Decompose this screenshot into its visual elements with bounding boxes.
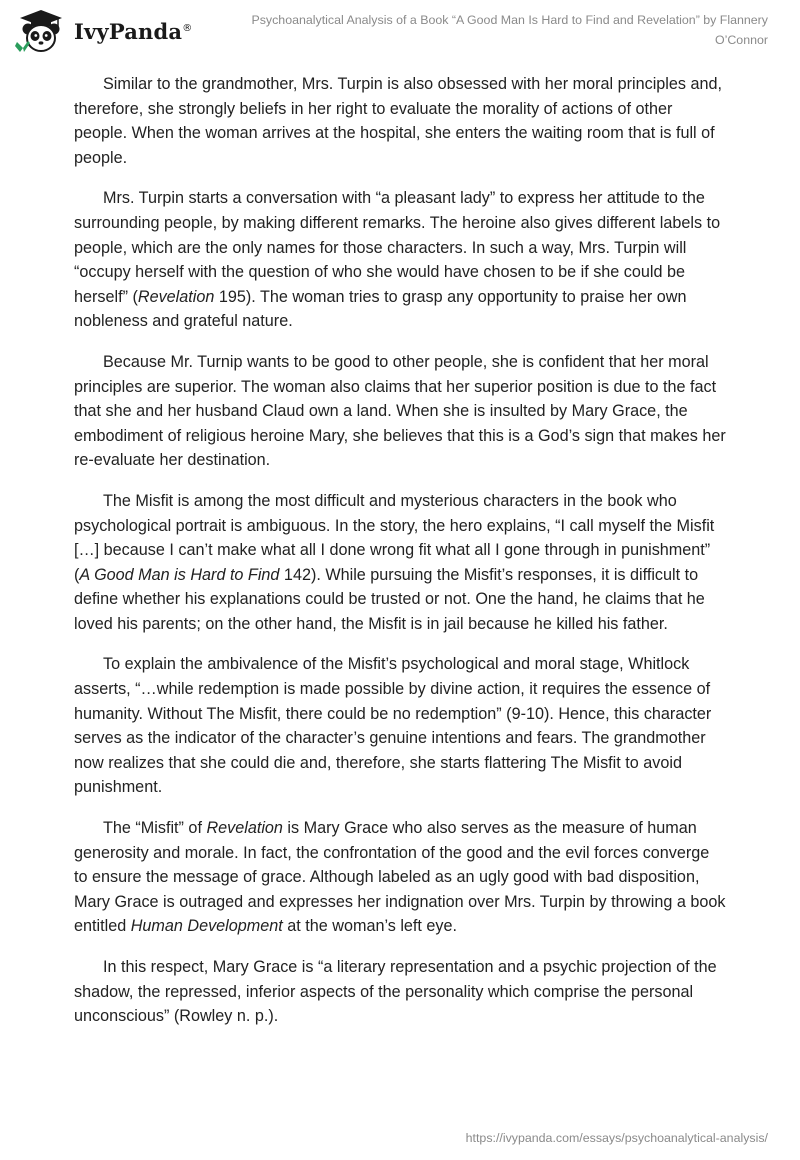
- body-paragraph: [74, 955, 726, 1029]
- document-title: Psychoanalytical Analysis of a Book “A Good Man Is Hard to Find and Revelation” by Flannery O’Connor: [251, 13, 768, 47]
- brand-logo[interactable]: [14, 8, 192, 54]
- paragraph-text: The Misfit is among the most difficult and mysterious characters in the book who psychological portrait is ambiguous. In the story, the hero explains, “I call myself the Misfit […] because I can’t make what all I done wrong fit what all I gone through in punishment” (: [74, 491, 715, 584]
- paragraph-text: The “Misfit” of: [103, 819, 207, 838]
- body-paragraph: [74, 652, 726, 800]
- body-paragraph: [74, 350, 726, 473]
- paragraph-text: Similar to the grandmother, Mrs. Turpin is also obsessed with her moral principles and, therefore, she strongly beliefs in her right to evaluate the morality of actions of other people. When the woman arrives at the hospital, she enters the waiting room that is full of people.: [74, 75, 722, 167]
- body-paragraph: [74, 72, 726, 170]
- panda-graduate-icon: [14, 8, 68, 54]
- paragraph-text: is Mary Grace who also serves as the measure of human generosity and morale. In fact, the confrontation of the good and the evil forces converge to ensure the message of grace. Although labeled as an ugly good with bad disposition, Mary Grace is outraged and expresses her indignation over Mrs. Turpin by throwing a book entitled: [74, 819, 726, 936]
- paragraph-text: To explain the ambivalence of the Misfit’s psychological and moral stage, Whitlock asserts, “…while redemption is made possible by divine action, it requires the essence of humanity. Without The Misfit, there could be no redemption” (9-10). Hence, this character serves as the indicator of the character’s genuine intentions and fears. The grandmother now realizes that she could die and, therefore, she starts flattering The Misfit to avoid punishment.: [74, 655, 712, 797]
- body-paragraph: [74, 816, 726, 939]
- paragraph-text: 195). The woman tries to grasp any opportunity to praise her own nobleness and grateful nature.: [74, 287, 687, 331]
- page-header: [0, 0, 800, 70]
- paragraph-text: Mrs. Turpin starts a conversation with “a pleasant lady” to express her attitude to the surrounding people, by making different remarks. The heroine also gives different labels to people, which are the only names for those characters. In such a way, Mrs. Turpin will “occupy herself with the question of who she would have chosen to be if she could be herself” (: [74, 189, 721, 306]
- source-url[interactable]: https://ivypanda.com/essays/psychoanalytical-analysis/: [465, 1131, 768, 1145]
- paragraph-text: In this respect, Mary Grace is “a literary representation and a psychic projection of the shadow, the repressed, inferior aspects of the personality which comprise the personal unconscious” (Rowley n. p.).: [74, 958, 717, 1026]
- italic-title: A Good Man is Hard to Find: [79, 565, 280, 584]
- brand-name: IvyPanda®: [74, 18, 193, 44]
- paragraph-text: Because Mr. Turnip wants to be good to other people, she is confident that her moral principles are superior. The woman also claims that her superior position is due to the fact that she and her husband Claud own a land. When she is insulted by Mary Grace, the embodiment of religious heroine Mary, she believes that this is a God’s sign that makes her re-evaluate her destination.: [74, 352, 726, 470]
- essay-body: [74, 72, 726, 1045]
- body-paragraph: [74, 489, 726, 637]
- paragraph-text: 142). While pursuing the Misfit’s responses, it is difficult to define whether his explanations could be trusted or not. One the hand, he claims that he loved his parents; on the other hand, the Misfit is in jail because he killed his father.: [74, 565, 705, 633]
- body-paragraph: [74, 186, 726, 334]
- paragraph-text: at the woman’s left eye.: [282, 917, 458, 936]
- italic-title: Revelation: [137, 287, 215, 306]
- italic-title: Revelation: [206, 819, 283, 838]
- italic-title: Human Development: [130, 917, 283, 936]
